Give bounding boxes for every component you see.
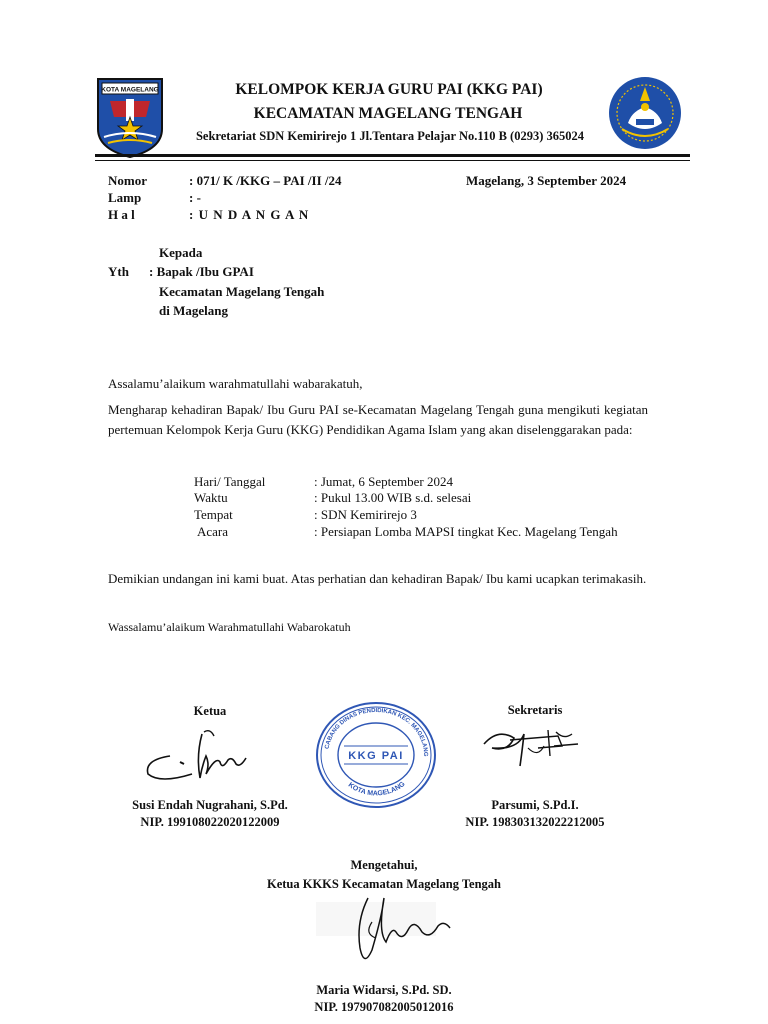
hal-value: : U N D A N G A N <box>189 207 310 222</box>
recipient-line-3: di Magelang <box>159 303 228 318</box>
kkg-pai-stamp-icon <box>311 696 438 810</box>
detail-label-time: Waktu <box>194 490 228 505</box>
ketua-title: Ketua <box>193 704 227 718</box>
svg-text:CABANG DINAS PENDIDIKAN KEC. M <box>312 696 428 757</box>
kepada-label: Kepada <box>159 245 203 260</box>
mengetahui-label: Mengetahui, <box>350 858 418 872</box>
detail-value-agenda: : Persiapan Lomba MAPSI tingkat Kec. Magelang Tengah <box>314 524 618 539</box>
detail-label-date: Hari/ Tanggal <box>194 474 266 489</box>
stamp-bottom-text: KOTA MAGELANG <box>346 780 407 798</box>
detail-value-time: : Pukul 13.00 WIB s.d. selesai <box>314 490 472 505</box>
sekretaris-title: Sekretaris <box>507 703 563 717</box>
hal-label: H a l <box>108 207 135 222</box>
logo-left-caption: KOTA MAGELANG <box>101 86 159 94</box>
recipient-line-1: : Bapak /Ibu GPAI <box>149 264 254 279</box>
detail-value-date: : Jumat, 6 September 2024 <box>314 474 454 489</box>
recipient-line-2: Kecamatan Magelang Tengah <box>159 284 325 299</box>
org-name: KELOMPOK KERJA GURU PAI (KKG PAI) <box>235 81 543 98</box>
sekretaris-name: Parsumi, S.Pd.I. <box>491 798 579 812</box>
sekretaris-signature-icon <box>478 722 588 770</box>
detail-value-place: : SDN Kemirirejo 3 <box>314 507 417 522</box>
sekretaris-nip: NIP. 198303132022212005 <box>465 815 605 829</box>
kkks-stamp-signature-icon <box>312 892 462 974</box>
letter-date: Magelang, 3 September 2024 <box>466 173 627 188</box>
nomor-value: : 071/ K /KKG – PAI /II /24 <box>189 173 342 188</box>
lamp-value: : - <box>189 190 201 205</box>
letterhead-rule-thin <box>95 160 690 161</box>
letterhead-rule-thick <box>95 154 690 157</box>
farewell: Wassalamu’alaikum Warahmatullahi Wabarokatuh <box>108 620 351 634</box>
secretariat-address: Sekretariat SDN Kemirirejo 1 Jl.Tentara Pelajar No.110 B (0293) 365024 <box>195 129 585 143</box>
lamp-label: Lamp <box>108 190 142 205</box>
ketua-signature-icon <box>140 726 260 786</box>
ketua-nip: NIP. 199108022020122009 <box>140 815 280 829</box>
kkks-title: Ketua KKKS Kecamatan Magelang Tengah <box>266 877 502 891</box>
yth-label: Yth <box>108 264 129 279</box>
ketua-name: Susi Endah Nugrahani, S.Pd. <box>132 798 288 812</box>
nomor-label: Nomor <box>108 173 147 188</box>
kkks-nip: NIP. 197907082005012016 <box>314 1000 454 1014</box>
stamp-center-text: KKG PAI <box>348 750 404 762</box>
detail-label-place: Tempat <box>194 507 233 522</box>
district-name: KECAMATAN MAGELANG TENGAH <box>253 105 523 122</box>
stamp-ring-text: CABANG DINAS PENDIDIKAN KEC. MAGELANG TENGAH <box>311 696 429 757</box>
kkks-name: Maria Widarsi, S.Pd. SD. <box>316 983 452 997</box>
intro-paragraph: Mengharap kehadiran Bapak/ Ibu Guru PAI se-Kecamatan Magelang Tengah guna mengikuti kegiatan pertemuan Kelompok Kerja Guru (KKG) Pendidikan Agama Islam yang akan diselenggarakan pada: <box>108 402 648 437</box>
detail-label-agenda: Acara <box>197 524 229 539</box>
closing-paragraph: Demikian undangan ini kami buat. Atas perhatian dan kehadiran Bapak/ Ibu kami ucapkan terimakasih. <box>108 571 647 586</box>
greeting: Assalamu’alaikum warahmatullahi wabarakatuh, <box>108 376 363 391</box>
